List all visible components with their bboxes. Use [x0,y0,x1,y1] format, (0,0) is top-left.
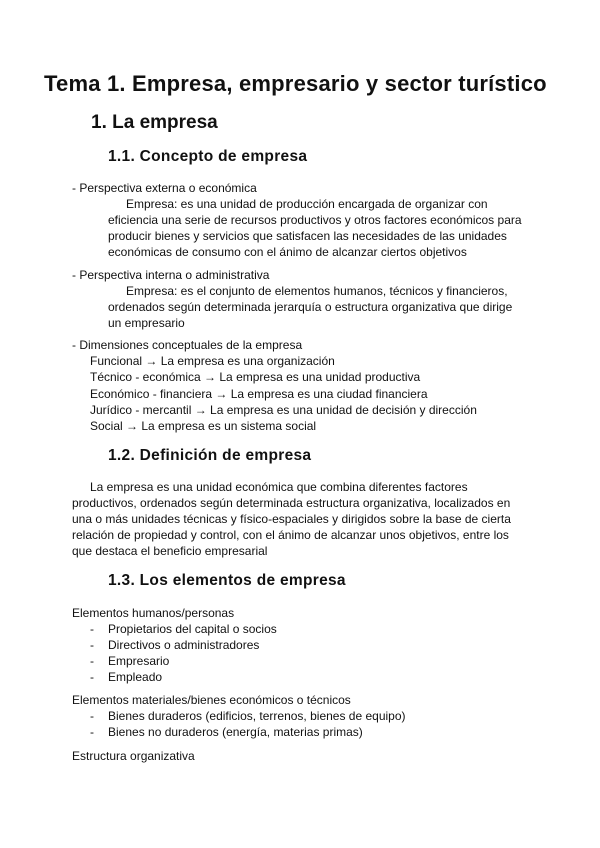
definition-paragraph-line: una o más unidades técnicas y físico-espaciales y dirigidos sobre la base de cierta [72,512,511,526]
external-definition-line: producir bienes y servicios que satisfacen las necesidades de las unidades [108,229,507,243]
dimension-item: Jurídico - mercantil → La empresa es una unidad de decisión y dirección [90,403,477,417]
dimension-item: Técnico - económica → La empresa es una unidad productiva [90,370,421,384]
list-dash: - [90,725,94,739]
list-dash: - [90,654,94,668]
external-definition-line: eficiencia una serie de recursos productivos y otros factores económicos para [108,213,522,227]
perspective-internal-label: - Perspectiva interna o administrativa [72,268,270,282]
external-definition-line: económicas de consumo con el ánimo de alcanzar ciertos objetivos [108,245,467,259]
subsection-heading-concepto: 1.1. Concepto de empresa [108,148,308,165]
list-dash: - [90,622,94,636]
subsection-heading-elementos: 1.3. Los elementos de empresa [108,572,346,589]
definition-paragraph-line: La empresa es una unidad económica que combina diferentes factores [90,480,468,494]
material-elements-label: Elementos materiales/bienes económicos o técnicos [72,693,351,707]
definition-paragraph-line: que destaca el beneficio empresarial [72,544,268,558]
dimension-item: Económico - financiera → La empresa es una ciudad financiera [90,387,428,401]
internal-definition-line: un empresario [108,316,185,330]
structure-label: Estructura organizativa [72,749,195,763]
human-element-item: Directivos o administradores [108,638,260,652]
human-element-item: Empleado [108,670,163,684]
material-element-item: Bienes duraderos (edificios, terrenos, bienes de equipo) [108,709,406,723]
list-dash: - [90,670,94,684]
document-title: Tema 1. Empresa, empresario y sector turístico [44,71,547,96]
dimension-item: Funcional → La empresa es una organización [90,354,335,368]
perspective-external-label: - Perspectiva externa o económica [72,181,257,195]
definition-paragraph-line: relación de propiedad y control, con el ánimo de alcanzar unos objetivos, entre los [72,528,509,542]
subsection-heading-definicion: 1.2. Definición de empresa [108,447,312,464]
external-definition-line: Empresa: es una unidad de producción encargada de organizar con [126,197,488,211]
human-element-item: Propietarios del capital o socios [108,622,277,636]
list-dash: - [90,638,94,652]
list-dash: - [90,709,94,723]
definition-paragraph-line: productivos, ordenados según determinada estructura organizativa, localizados en [72,496,511,510]
internal-definition-line: Empresa: es el conjunto de elementos humanos, técnicos y financieros, [126,284,508,298]
dimensions-label: - Dimensiones conceptuales de la empresa [72,338,303,352]
human-elements-label: Elementos humanos/personas [72,606,235,620]
material-element-item: Bienes no duraderos (energía, materias primas) [108,725,363,739]
human-element-item: Empresario [108,654,170,668]
dimension-item: Social → La empresa es un sistema social [90,419,317,433]
section-heading-la-empresa: 1. La empresa [91,112,218,133]
internal-definition-line: ordenados según determinada jerarquía o estructura organizativa que dirige [108,300,513,314]
